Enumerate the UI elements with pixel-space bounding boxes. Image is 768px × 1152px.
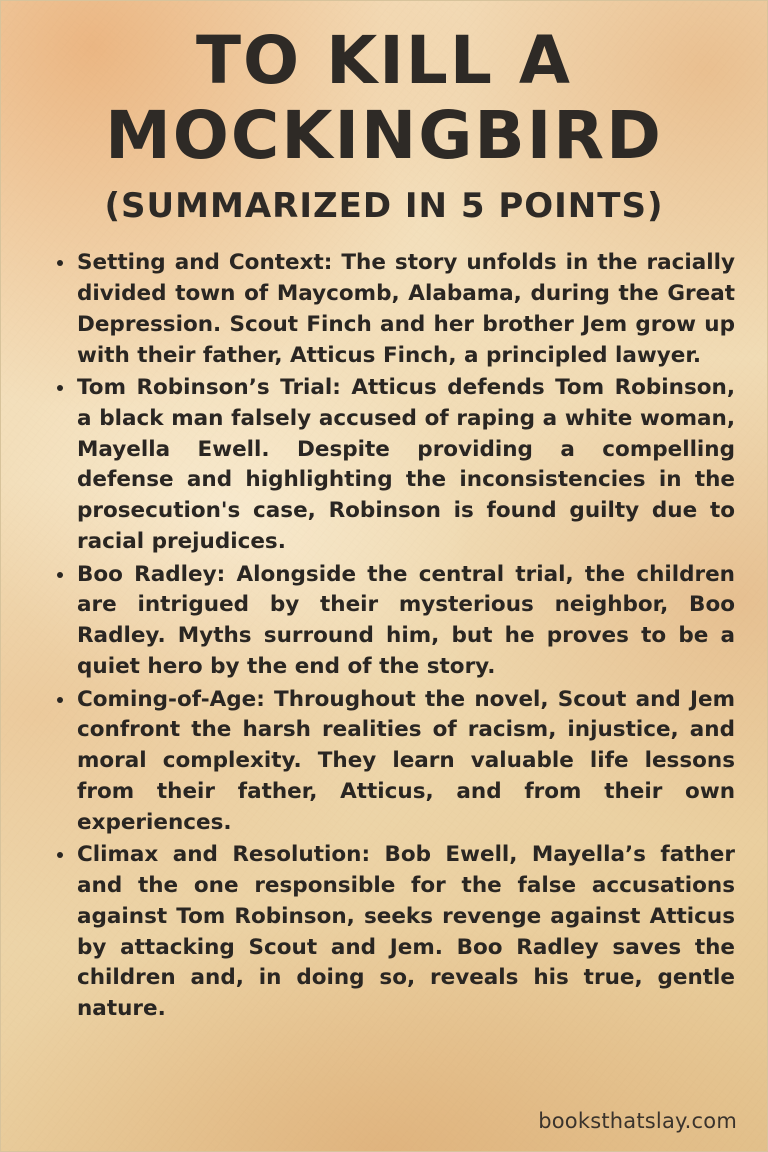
list-item bbox=[55, 248, 735, 371]
point-text: Tom Robinson’s Trial: Atticus defends Tom Robinson, a black man falsely accused of raping a white woman, Mayella Ewell. Despite providing a compelling defense and highlighting the inconsistencies in the prosecution's case, Robinson is found guilty due to racial prejudices. bbox=[77, 375, 735, 554]
list-item bbox=[55, 685, 735, 839]
summary-points-list bbox=[29, 248, 739, 1024]
list-item bbox=[55, 840, 735, 1024]
list-item bbox=[55, 560, 735, 683]
poster-content bbox=[1, 1, 767, 1025]
title-block bbox=[29, 22, 739, 227]
page-subtitle: (SUMMARIZED IN 5 POINTS) bbox=[104, 186, 664, 227]
site-attribution: booksthatslay.com bbox=[538, 1109, 737, 1133]
point-text: Setting and Context: The story unfolds in the racially divided town of Maycomb, Alabama, during the Great Depression. Scout Finch and her brother Jem grow up with their father, Atticus Finch, a principled lawyer. bbox=[77, 250, 735, 368]
page-title-line-2: MOCKINGBIRD bbox=[105, 96, 663, 174]
point-text: Climax and Resolution: Bob Ewell, Mayella’s father and the one responsible for the false accusations against Tom Robinson, seeks revenge against Atticus by attacking Scout and Jem. Boo Radley saves the children and, in doing so, reveals his true, gentle nature. bbox=[77, 842, 735, 1021]
point-text: Coming-of-Age: Throughout the novel, Scout and Jem confront the harsh realities of racism, injustice, and moral complexity. They learn valuable life lessons from their father, Atticus, and from their own experiences. bbox=[77, 686, 735, 835]
list-item bbox=[55, 373, 735, 557]
page-title-line-1: TO KILL A bbox=[196, 22, 572, 99]
point-text: Boo Radley: Alongside the central trial, the children are intrigued by their mysterious neighbor, Boo Radley. Myths surround him, but he proves to be a quiet hero by the end of the story. bbox=[77, 561, 735, 679]
